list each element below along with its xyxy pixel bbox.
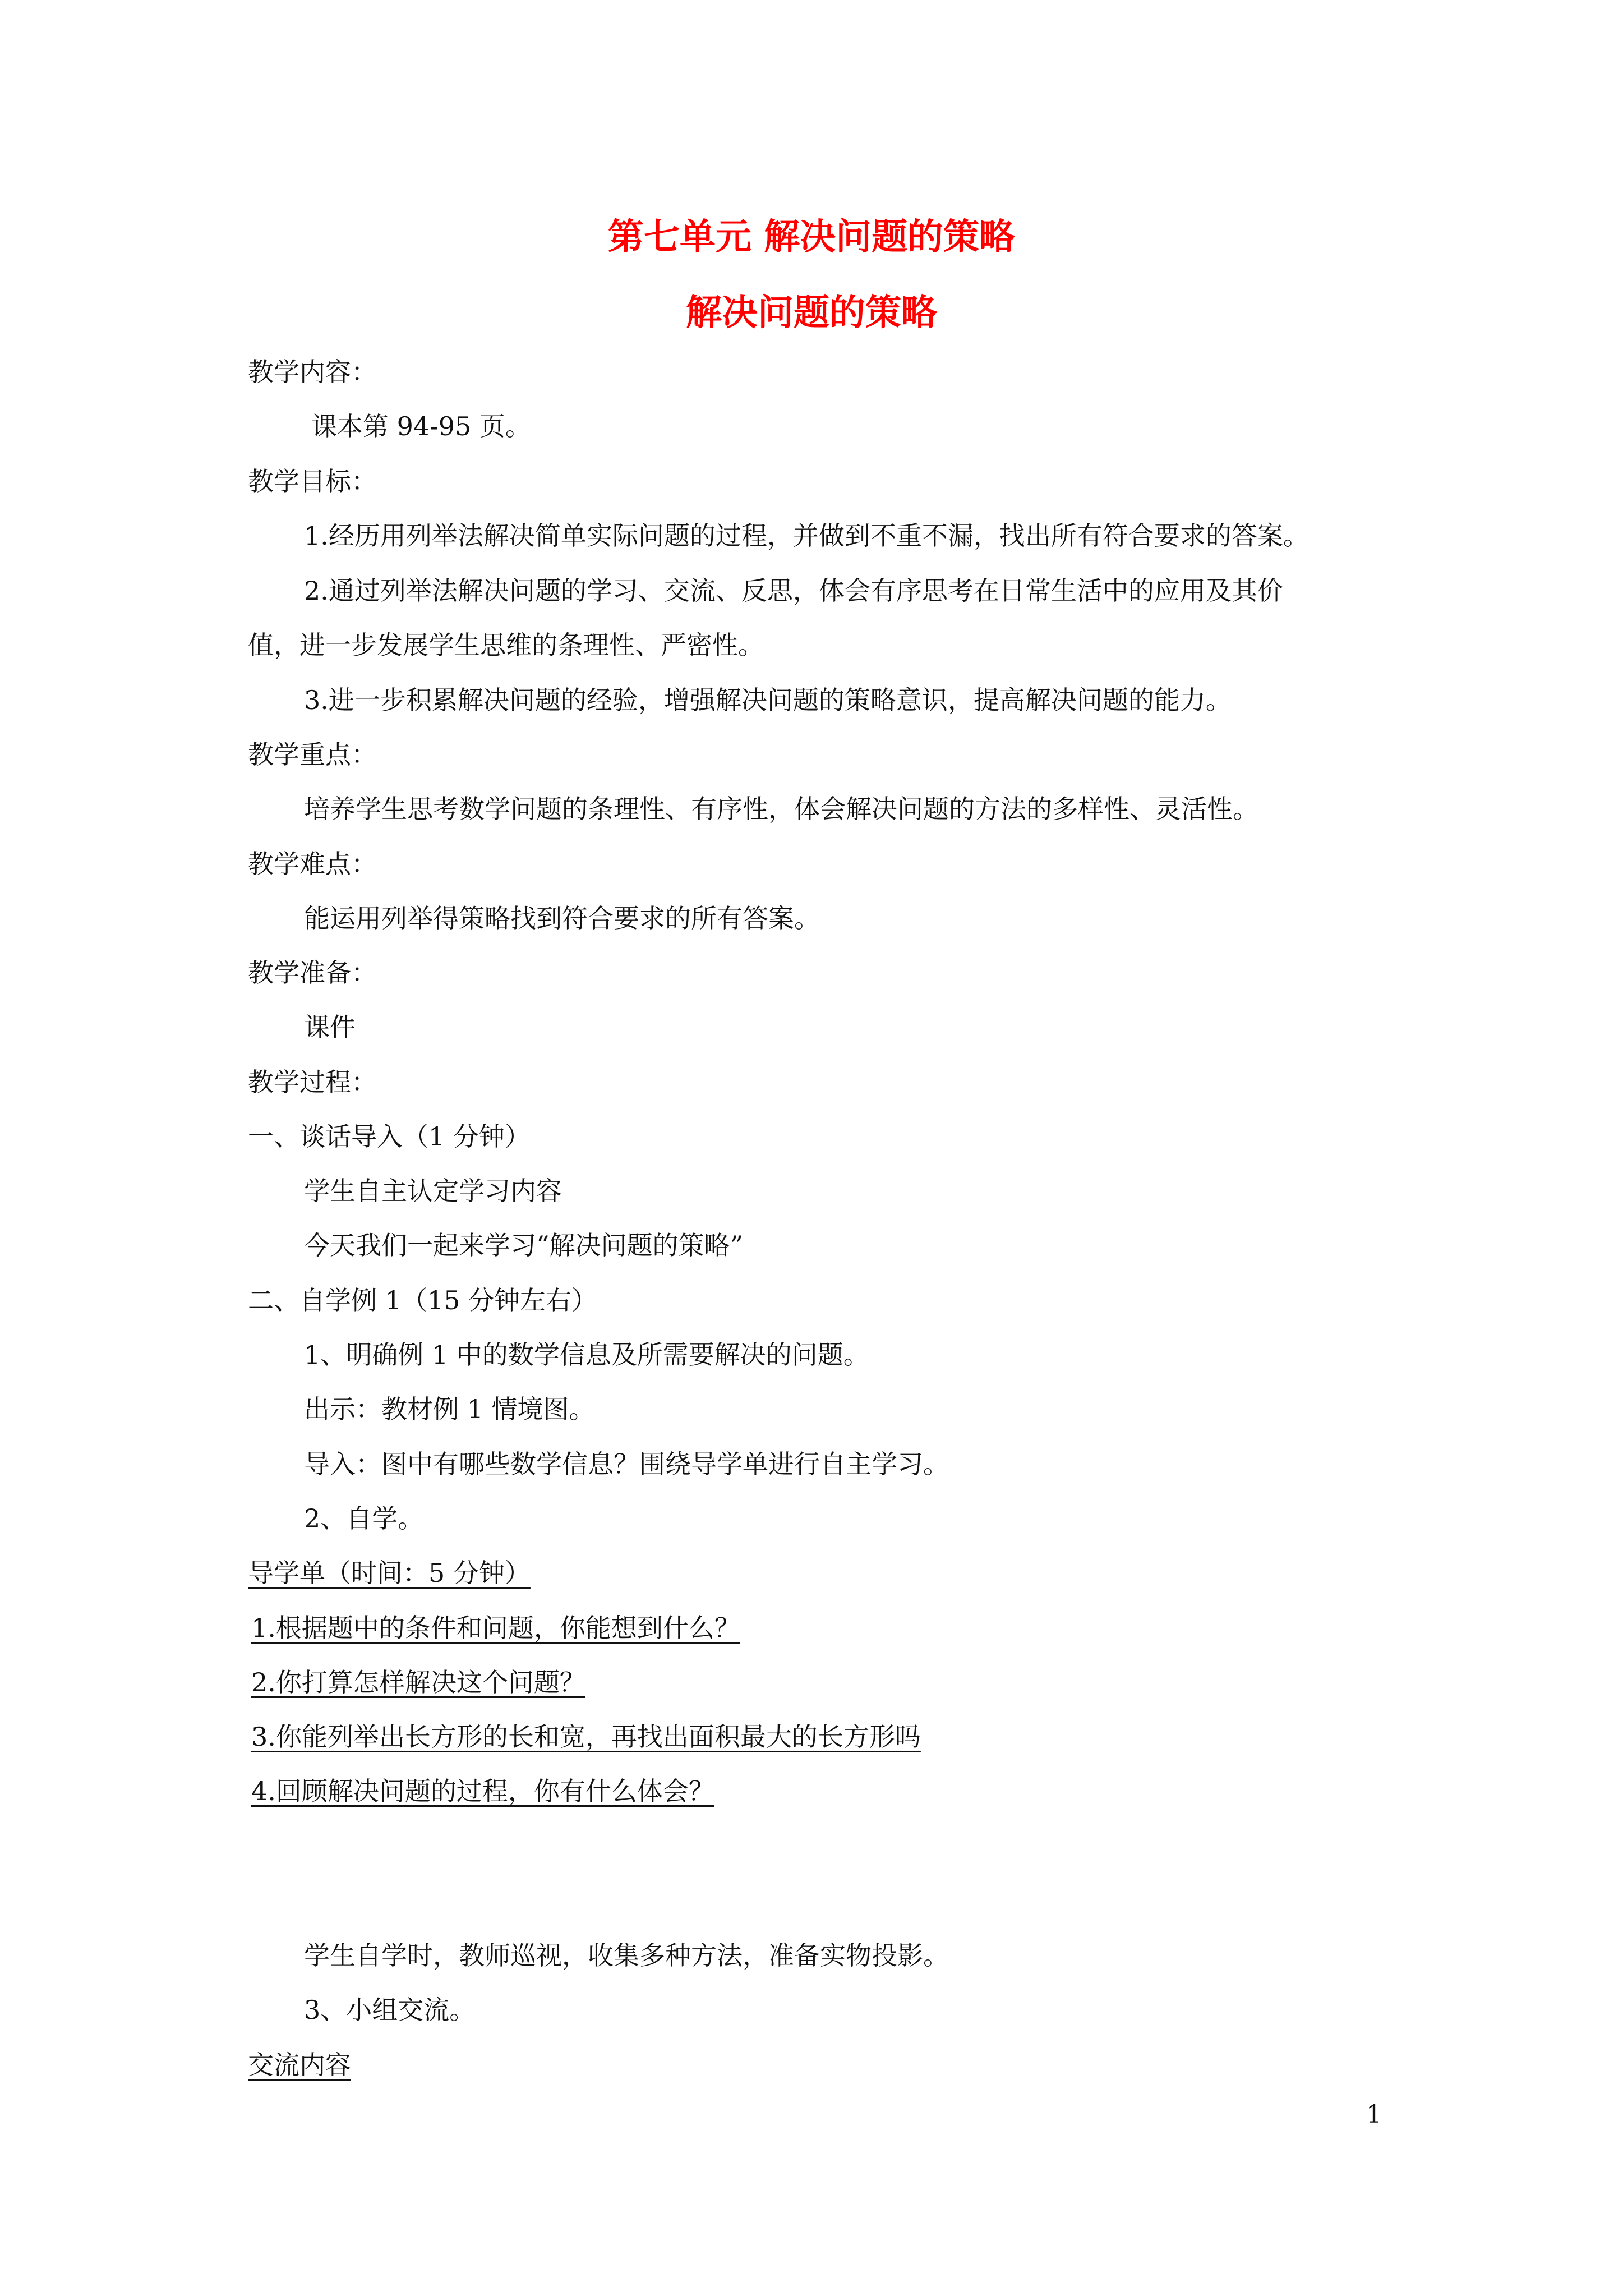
document-subtitle: 解决问题的策略 — [686, 292, 937, 334]
step-1-show: 出示：教材例 1 情境图。 — [304, 1394, 595, 1424]
exchange-content-title: 交流内容 — [248, 2050, 351, 2080]
step-2: 2、自学。 — [304, 1503, 424, 1534]
section-1-heading: 一、谈话导入（1 分钟） — [248, 1121, 531, 1152]
section-1-line-2: 今天我们一起来学习“解决问题的策略” — [304, 1230, 744, 1260]
difficulty-text: 能运用列举得策略找到符合要求的所有答案。 — [304, 903, 820, 933]
preparation-text: 课件 — [304, 1012, 356, 1042]
section-1-line-1: 学生自主认定学习内容 — [304, 1176, 562, 1206]
section-2-heading: 二、自学例 1（15 分钟左右） — [248, 1285, 598, 1315]
document-title: 第七单元 解决问题的策略 — [607, 217, 1016, 258]
preparation-label: 教学准备： — [248, 958, 377, 988]
teaching-goals-label: 教学目标： — [248, 466, 377, 496]
step-3: 3、小组交流。 — [304, 1995, 476, 2025]
goal-3: 3.进一步积累解决问题的经验，增强解决问题的策略意识，提高解决问题的能力。 — [304, 685, 1232, 715]
teaching-content-text: 课本第 94-95 页。 — [311, 411, 531, 441]
guide-question-4: 4.回顾解决问题的过程，你有什么体会？ — [251, 1776, 714, 1806]
key-points-label: 教学重点： — [248, 739, 377, 770]
step-1: 1、明确例 1 中的数学信息及所需要解决的问题。 — [304, 1340, 869, 1370]
guide-question-1: 1.根据题中的条件和问题，你能想到什么？ — [251, 1613, 740, 1643]
guide-sheet-title: 导学单（时间：5 分钟） — [248, 1558, 531, 1588]
guide-question-2: 2.你打算怎样解决这个问题？ — [251, 1667, 585, 1697]
goal-2-line-1: 2.通过列举法解决问题的学习、交流、反思，体会有序思考在日常生活中的应用及其价 — [304, 576, 1283, 606]
goal-1: 1.经历用列举法解决简单实际问题的过程，并做到不重不漏，找出所有符合要求的答案。 — [304, 521, 1309, 551]
page-number: 1 — [1366, 2100, 1382, 2129]
after-guide-text: 学生自学时，教师巡视，收集多种方法，准备实物投影。 — [304, 1940, 949, 1971]
process-label: 教学过程： — [248, 1067, 377, 1097]
guide-question-3: 3.你能列举出长方形的长和宽，再找出面积最大的长方形吗 — [251, 1722, 921, 1752]
key-points-text: 培养学生思考数学问题的条理性、有序性，体会解决问题的方法的多样性、灵活性。 — [304, 794, 1258, 824]
teaching-content-label: 教学内容： — [248, 357, 377, 387]
step-1-intro: 导入：图中有哪些数学信息？围绕导学单进行自主学习。 — [304, 1449, 949, 1479]
difficulty-label: 教学难点： — [248, 849, 377, 879]
goal-2-line-2: 值，进一步发展学生思维的条理性、严密性。 — [248, 630, 764, 660]
